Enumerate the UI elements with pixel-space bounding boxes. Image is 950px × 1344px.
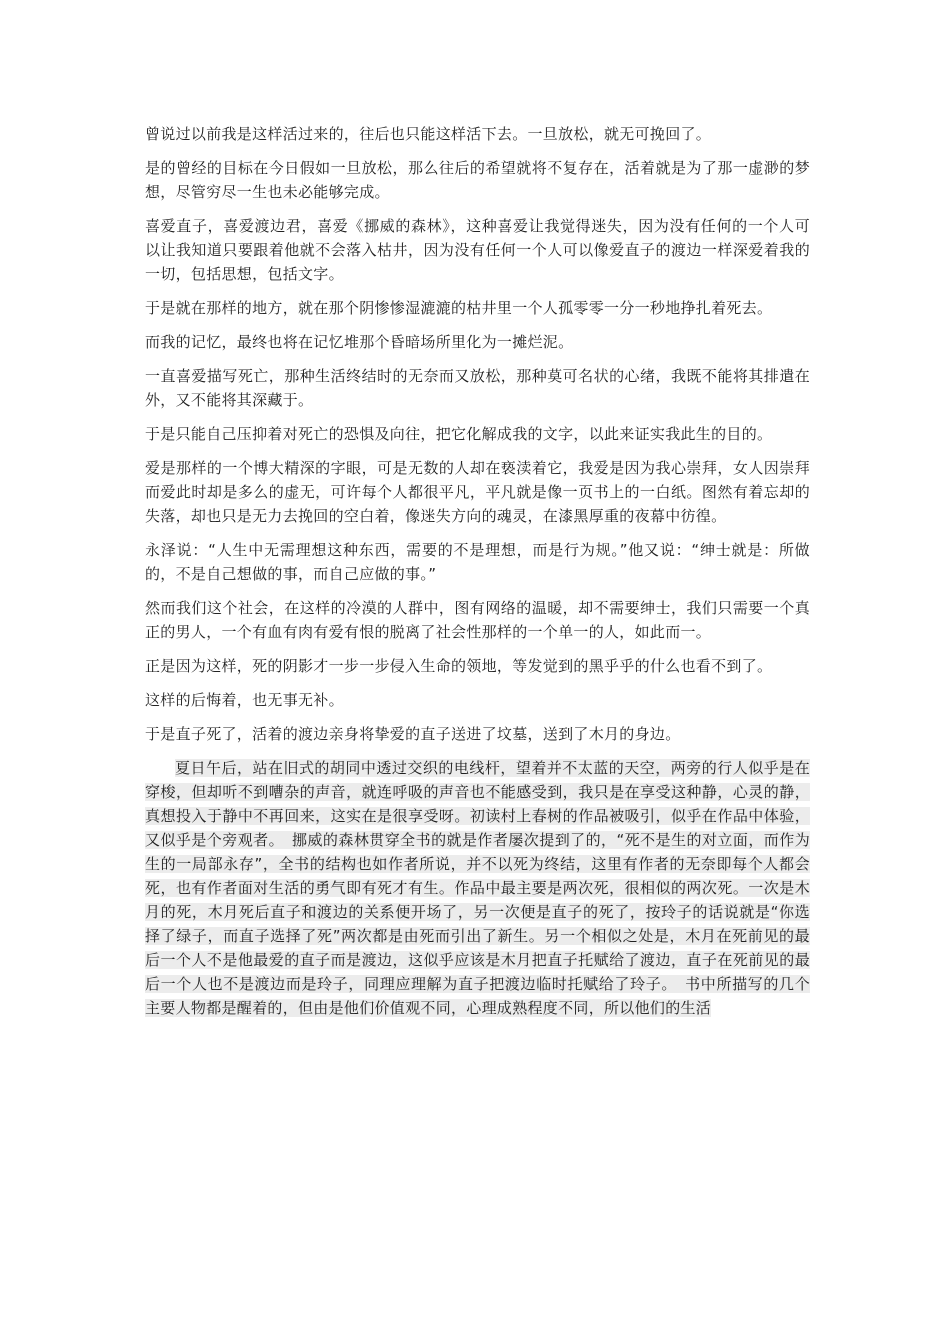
highlighted-paragraph-text: 夏日午后，站在旧式的胡同中透过交织的电线杆，望着并不太蓝的天空，两旁的行人似乎是在穿梭，但却听不到嘈杂的声音，就连呼吸的声音也不能感受到，我只是在享受这种静，心灵的静，真想投入于静中不再回来，这实在是很享受呀。初读村上春树的作品被吸引，似乎在作品中体验，又似乎是个旁观者。 挪威的森林贯穿全书的就是作者屡次提到了的，“死不是生的对立面，而作为生的一局部永存”，全书的结构也如作者所说，并不以死为终结，这里有作者的无奈即每个人都会死，也有作者面对生活的勇气即有死才有生。作品中最主要是两次死，很相似的两次死。一次是木月的死，木月死后直子和渡边的关系便开场了，另一次便是直子的死了，按玲子的话说就是“你选择了绿子，而直子选择了死”两次都是由死而引出了新生。另一个相似之处是，木月在死前见的最后一个人不是他最爱的直子而是渡边，这似乎应该是木月把直子托赋给了渡边，直子在死前见的最后一个人也不是渡边而是玲子，同理应理解为直子把渡边临时托赋给了玲子。 书中所描写的几个主要人物都是醒着的，但由是他们价值观不同，心理成熟程度不同，所以他们的生活 (145, 759, 810, 1017)
paragraph-1: 曾说过以前我是这样活过来的，往后也只能这样活下去。一旦放松，就无可挽回了。 (145, 125, 712, 143)
paragraph-8: 爱是那样的一个博大精深的字眼，可是无数的人却在亵渎着它，我爱是因为我心崇拜，女人因崇拜而爱此时却是多么的虚无，可许每个人都很平凡，平凡就是像一页书上的一白纸。图然有着忘却的失落，却也只是无力去挽回的空白着，像迷失方向的魂灵，在漆黑厚重的夜幕中彷徨。 (145, 459, 810, 525)
paragraph-11: 正是因为这样，死的阴影才一步一步侵入生命的领地，等发觉到的黑乎乎的什么也看不到了。 (145, 657, 773, 675)
paragraph-13: 于是直子死了，活着的渡边亲身将挚爱的直子送进了坟墓，送到了木月的身边。 (145, 725, 681, 743)
paragraph-6: 一直喜爱描写死亡，那种生活终结时的无奈而又放松，那种莫可名状的心绪，我既不能将其排遣在外，又不能将其深藏于。 (145, 367, 810, 409)
highlighted-paragraph (145, 756, 810, 1020)
paragraph-4: 于是就在那样的地方，就在那个阴惨惨湿漉漉的枯井里一个人孤零零一分一秒地挣扎着死去。 (145, 299, 773, 317)
paragraph-2: 是的曾经的目标在今日假如一旦放松，那么往后的希望就将不复存在，活着就是为了那一虚渺的梦想，尽管穷尽一生也未必能够完成。 (145, 159, 810, 201)
paragraph-9: 永泽说：“人生中无需理想这种东西，需要的不是理想，而是行为规。”他又说：“绅士就是：所做的，不是自己想做的事，而自己应做的事。” (145, 541, 810, 583)
document-page (145, 122, 810, 1035)
paragraph-12: 这样的后悔着，也无事无补。 (145, 691, 344, 709)
paragraph-10: 然而我们这个社会，在这样的冷漠的人群中，图有网络的温暖，却不需要绅士，我们只需要一个真正的男人，一个有血有肉有爱有恨的脱离了社会性那样的一个单一的人，如此而一。 (145, 599, 810, 641)
paragraph-7: 于是只能自己压抑着对死亡的恐惧及向往，把它化解成我的文字，以此来证实我此生的目的。 (145, 425, 773, 443)
paragraph-5: 而我的记忆，最终也将在记忆堆那个昏暗场所里化为一摊烂泥。 (145, 333, 574, 351)
paragraph-3: 喜爱直子，喜爱渡边君，喜爱《挪威的森林》，这种喜爱让我觉得迷失，因为没有任何的一个人可以让我知道只要跟着他就不会落入枯井，因为没有任何一个人可以像爱直子的渡边一样深爱着我的一切，包括思想，包括文字。 (145, 217, 810, 283)
